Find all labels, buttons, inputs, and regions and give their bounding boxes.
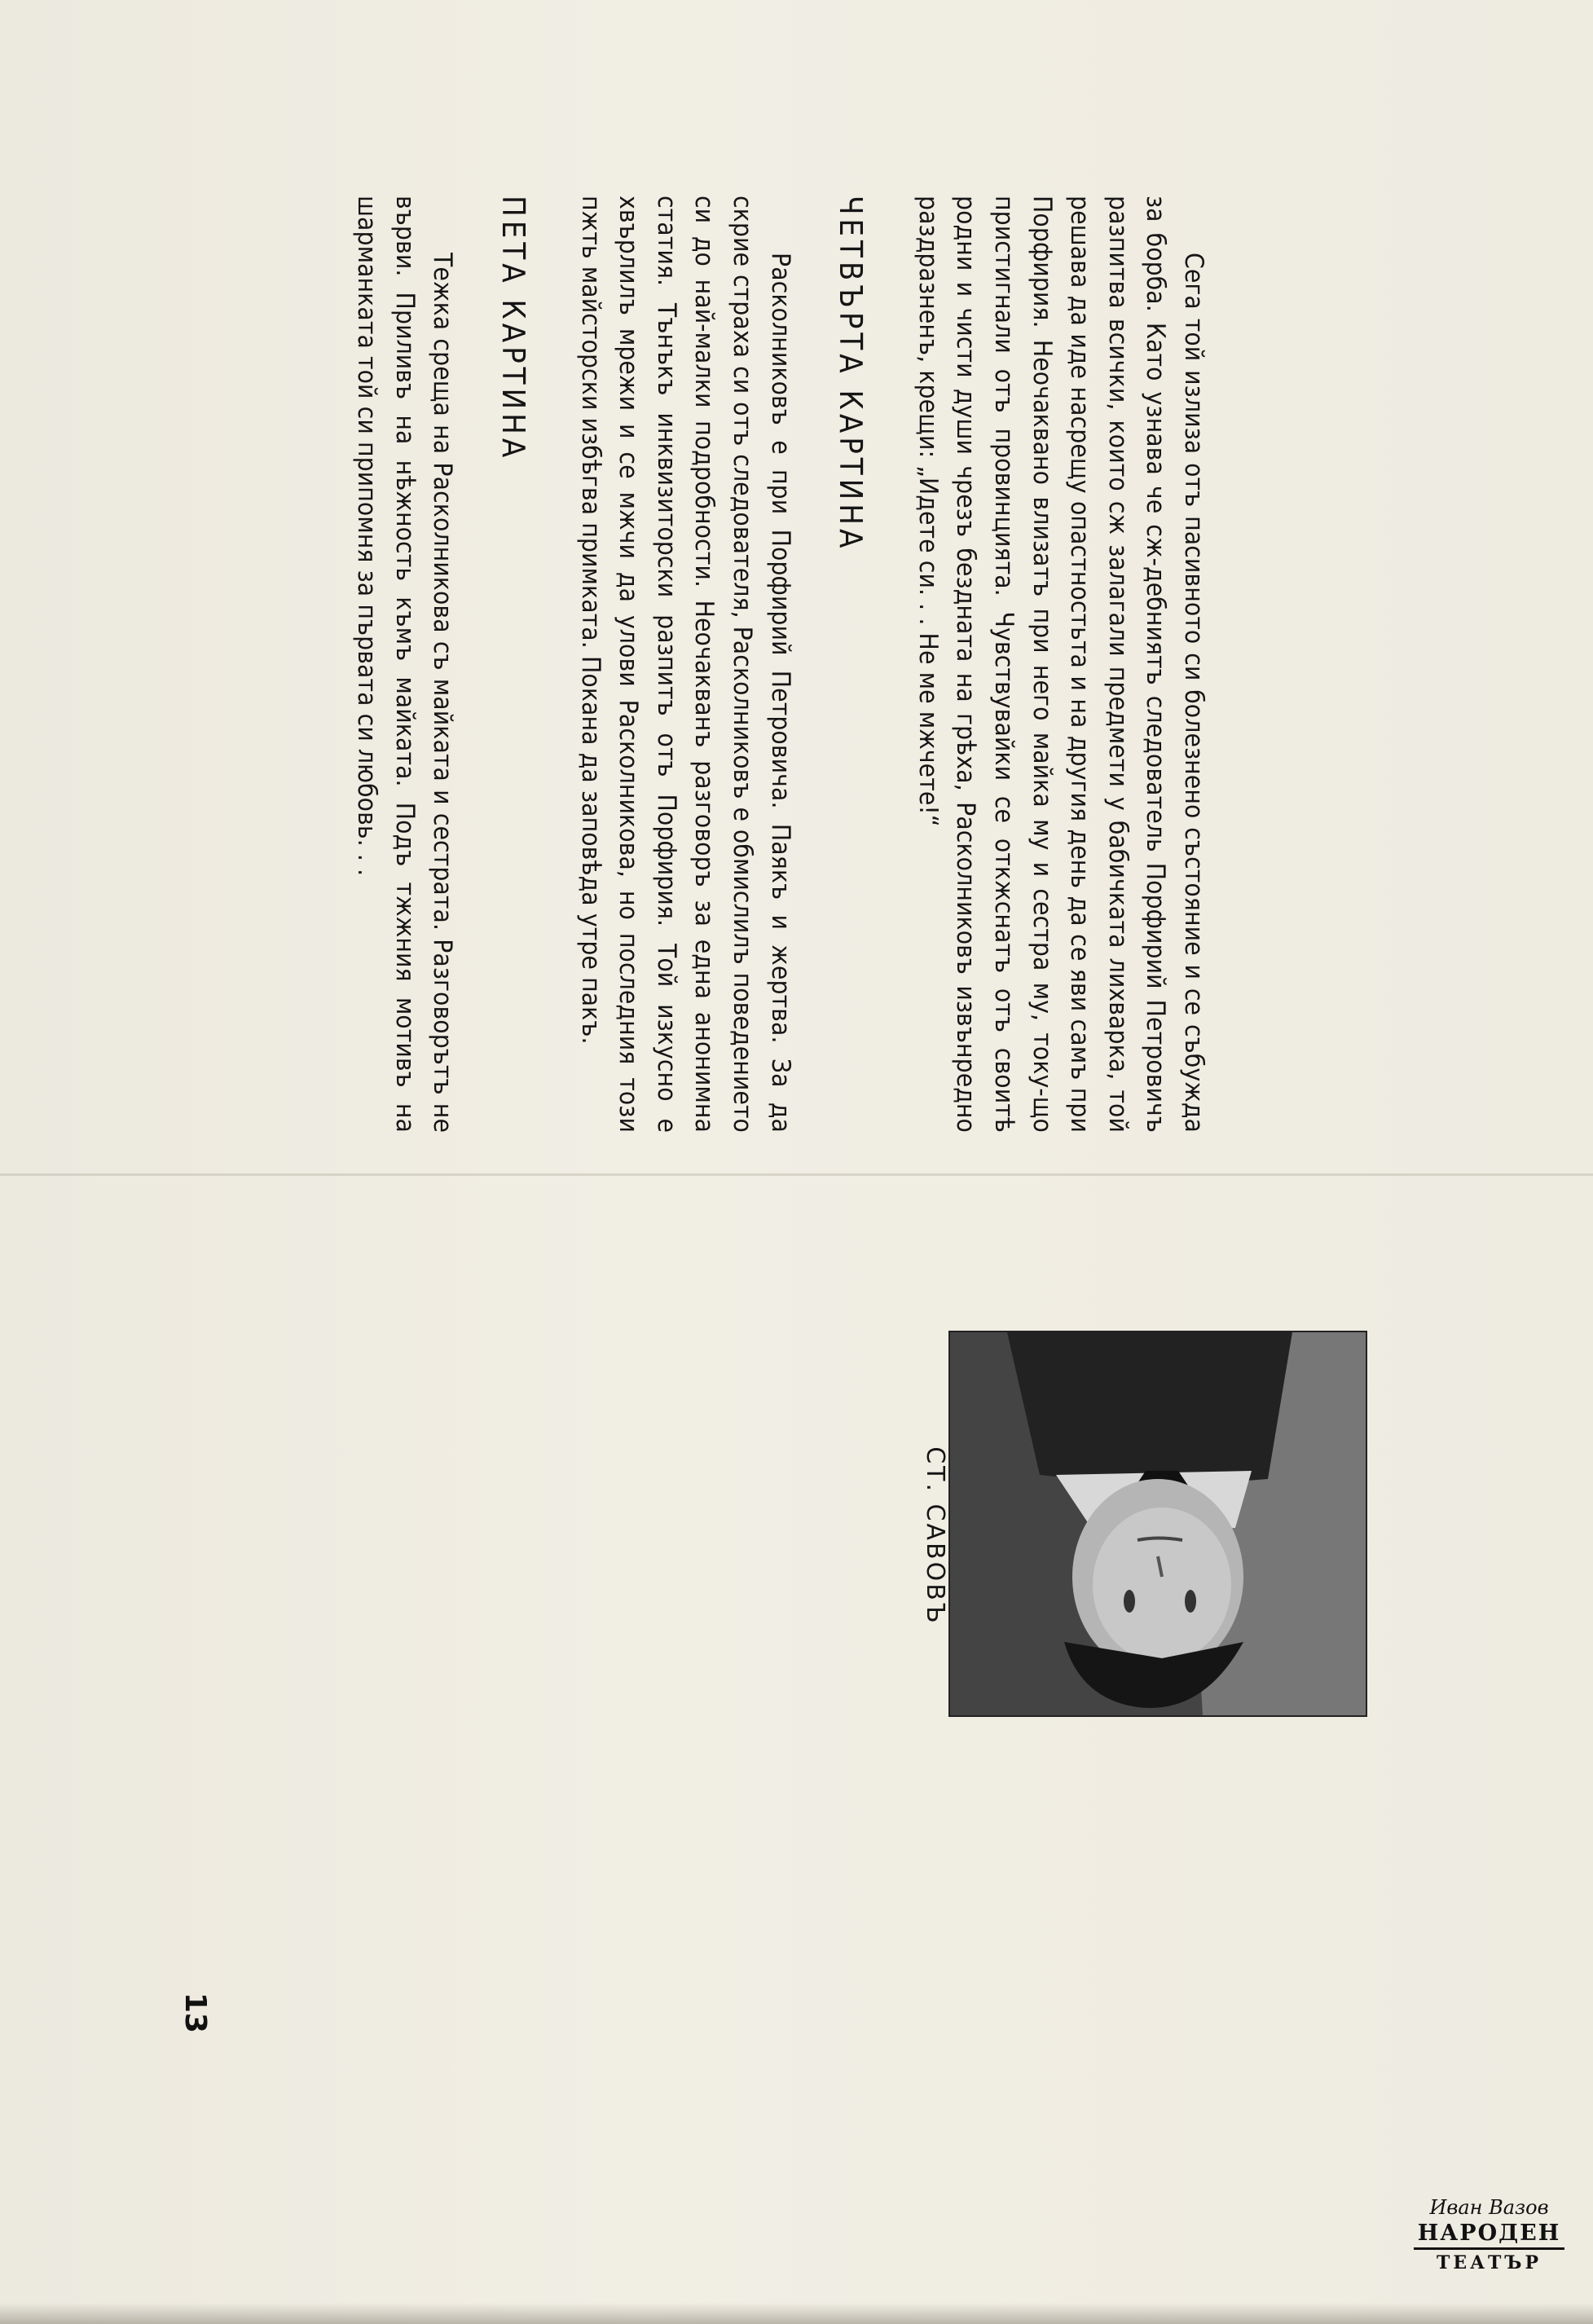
- portrait-image: [950, 1332, 1366, 1715]
- heading-fourth-scene: ЧЕТВЪРТА КАРТИНА: [833, 196, 869, 552]
- photo-caption: СТ. САВОВЪ: [921, 1446, 949, 1626]
- body-text: [348, 196, 1212, 1133]
- paragraph-fourth-scene: Расколниковъ е при Порфирий Петровича. Паякъ и жертва. За да скрие страха си отъ следователя, Расколниковъ е обмислилъ поведението си до най-малки подробности. Неочакванъ разговоръ за една анонимна статия. Тънъкъ инквизиторски разпитъ отъ Порфирия. Той изкусно е хвърлилъ мрежи и се мжчи да улови Расколникова, но последния този пжть майсторски избѣгва примката. Покана да заповѣда утре пакъ.: [575, 196, 795, 1133]
- logo-line-2: ТЕАТЪР: [1436, 2252, 1542, 2273]
- heading-fifth-scene: ПЕТА КАРТИНА: [495, 196, 532, 462]
- paragraph-fifth-scene: Тежка среща на Расколникова съ майката и сестрата. Разговорътъ не върви. Приливъ на нѣжность къмъ майката. Подъ тжжния мотивъ на шарманката той си припомня за първата си любовь. . .: [352, 196, 458, 1133]
- paragraph-scene-three-end: Сега той излиза отъ пасивното си болезнено състояние и се събужда за борба. Като узнава че сж-дебниятъ следователь Порфирий Петровичъ разпитва всички, които сж залагали предмети у бабичката лихварка, той решава да иде насрещу опастностьта и на другия день да се яви самъ при Порфирия. Неочаквано влизатъ при него майка му и сестра му, току-що пристигнали отъ провинцията. Чувствувайки се откжснатъ отъ своитѣ родни и чисти души чрезъ бездната на грѣха, Расколниковъ извънредно раздразненъ, крещи: „Идете си. . . Не ме мжчете!“: [913, 196, 1208, 1133]
- national-theatre-logo: [1414, 2196, 1564, 2302]
- page-number: 13: [178, 1992, 212, 2034]
- actor-portrait-photo: [948, 1331, 1367, 1717]
- logo-line-1: НАРОДЕН: [1414, 2221, 1564, 2250]
- logo-signature: Иван Вазов: [1429, 2196, 1549, 2219]
- page-bottom-edge: [0, 2303, 1593, 2324]
